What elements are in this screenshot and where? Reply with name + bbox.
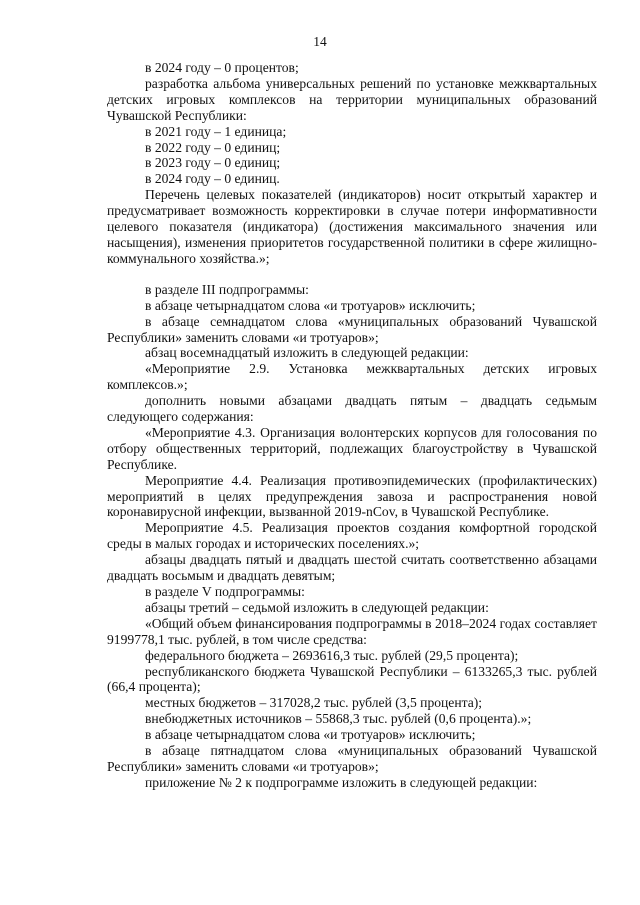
paragraph: в 2022 году – 0 единиц; (145, 139, 281, 155)
paragraph: «Мероприятие 4.3. Организация волонтерских корпусов для голосования по отбору общественных территорий, подлежащих благоустройству в Чувашской Республике. (107, 424, 597, 472)
paragraph: абзацы третий – седьмой изложить в следующей редакции: (145, 599, 489, 615)
paragraph: абзац восемнадцатый изложить в следующей редакции: (145, 345, 469, 361)
section-gap (107, 267, 597, 282)
paragraph: «Мероприятие 2.9. Установка межквартальных детских игровых комплексов.»; (107, 361, 597, 393)
paragraph: разработка альбома универсальных решений по установке межквартальных детских игровых комплексов на территории муниципальных образований Чувашской Республики: (107, 75, 597, 123)
paragraph: приложение № 2 к подпрограмме изложить в следующей редакции: (145, 774, 538, 790)
paragraph: федерального бюджета – 2693616,3 тыс. рублей (29,5 процента); (145, 647, 519, 663)
paragraph: в 2024 году – 0 единиц. (145, 171, 280, 187)
paragraph: местных бюджетов – 317028,2 тыс. рублей (3,5 процента); (145, 695, 483, 711)
paragraph: в абзаце четырнадцатом слова «и тротуаров» исключить; (145, 727, 476, 743)
paragraph: Мероприятие 4.5. Реализация проектов создания комфортной городской среды в малых городах и исторических поселениях.»; (107, 520, 597, 552)
paragraph: в разделе III подпрограммы: (145, 281, 309, 297)
paragraph: в 2023 году – 0 единиц; (145, 155, 281, 171)
paragraph: внебюджетных источников – 55868,3 тыс. рублей (0,6 процента).»; (145, 711, 532, 727)
paragraph: в разделе V подпрограммы: (145, 584, 305, 599)
paragraph: Перечень целевых показателей (индикаторов) носит открытый характер и предусматривает возможность корректировки в случае потери информативности целевого показателя (индикатора) (достижения максимального значения или насыщения), изменения приоритетов государственной политики в сфере жилищно-коммунального хозяйства.»; (107, 187, 597, 266)
paragraph: в 2021 году – 1 единица; (145, 123, 287, 139)
paragraph: в абзаце четырнадцатом слова «и тротуаров» исключить; (145, 297, 476, 313)
paragraph: абзацы двадцать пятый и двадцать шестой считать соответственно абзацами двадцать восьмым и двадцать девятым; (107, 552, 597, 584)
paragraph: в 2024 году – 0 процентов; (145, 60, 299, 75)
paragraph: дополнить новыми абзацами двадцать пятым – двадцать седьмым следующего содержания: (107, 393, 597, 425)
paragraph: Мероприятие 4.4. Реализация противоэпидемических (профилактических) мероприятий в целях предупреждения завоза и распространения новой коронавирусной инфекции, вызванной 2019-nCov, в Чувашской Республике. (107, 472, 597, 520)
paragraph: в абзаце пятнадцатом слова «муниципальных образований Чувашской Республики» заменить словами «и тротуаров»; (107, 743, 597, 774)
paragraph: республиканского бюджета Чувашской Республики – 6133265,3 тыс. рублей (66,4 процента); (107, 663, 597, 695)
paragraph: в абзаце семнадцатом слова «муниципальных образований Чувашской Республики» заменить словами «и тротуаров»; (107, 313, 597, 345)
page-number: 14 (313, 34, 327, 49)
document-body (107, 60, 597, 791)
paragraph: «Общий объем финансирования подпрограммы в 2018–2024 годах составляет 9199778,1 тыс. рублей, в том числе средства: (107, 615, 597, 647)
